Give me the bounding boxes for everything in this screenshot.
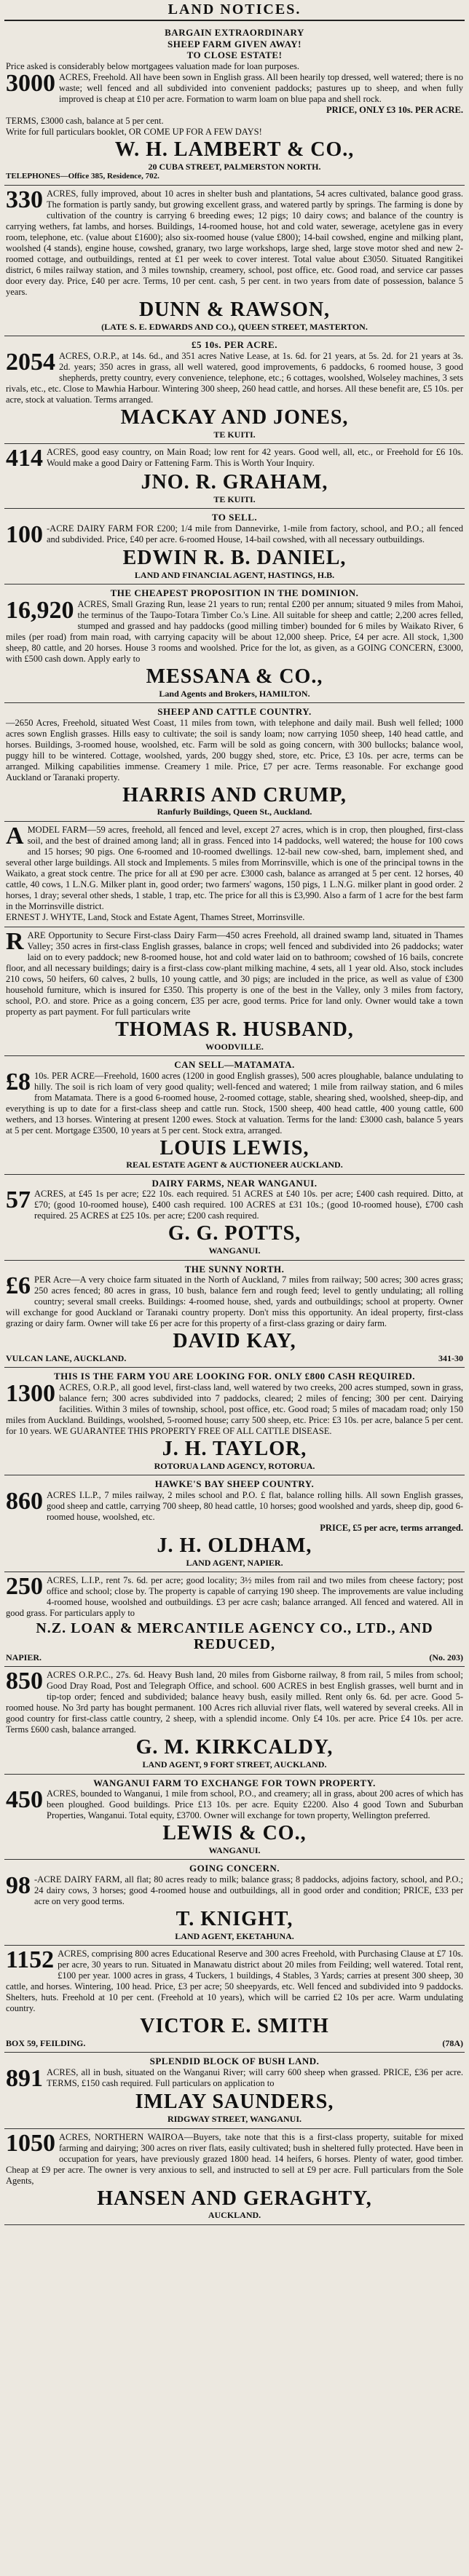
land-notice-ad xyxy=(4,703,465,822)
ad-advertiser: MACKAY AND JONES, xyxy=(120,405,349,429)
ad-address-row xyxy=(6,1931,463,1941)
ad-body-wrap xyxy=(6,1272,463,1329)
ad-body-text: ACRES O.R.P.C., 27s. 6d. Heavy Bush land, 20 miles from Gisborne railway, 8 from rail, 5 miles from school; Good Dray Road, Post and Telegraph Office, and school. 600 ACRES in best English grasses, well burnt and in tip-top order; fenced and subdivided; balance heavy bush, easily milled. Rent only 6s. 6d. per acre. Good 5-roomed house. No 3rd party has bought permanent. 100 Acres rich alluvial river flats, well watered by several creeks. All in good country for first-class cattle country, 2 sheep, with a splendid income. Only £4 10s. per acre. Price £4 10s. per acre. Terms £600 cash, balance arranged. xyxy=(6,1670,463,1735)
ad-address: REAL ESTATE AGENT & AUCTIONEER AUCKLAND. xyxy=(126,1160,343,1170)
ad-body-text: -ACRE DAIRY FARM FOR £200; 1/4 mile from Dannevirke, 1-mile from factory, school, and P.O.; all fenced and subdivided. Price, £40 per acre. 6-roomed House, 14-bail cowshed, with all necessary outbuildings. xyxy=(47,523,463,544)
land-notice-ad xyxy=(4,444,465,509)
ad-address-row xyxy=(6,1461,463,1471)
ad-body-text: ACRES, L.I.P., rent 7s. 6d. per acre; good locality; 3½ miles from rail and two miles from cheese factory; post office and school; close by. The property is capable of carrying 190 sheep. The improvements are value including 4-roomed house, woolshed and outbuildings. £3 per acre cash; balance arranged. All fenced and watered. All in good grass. For particulars apply to xyxy=(6,1574,463,1618)
ad-body-wrap xyxy=(6,69,463,105)
ad-caption: BARGAIN EXTRAORDINARY SHEEP FARM GIVEN AWAY! TO CLOSE ESTATE! xyxy=(165,27,304,61)
ad-address-row xyxy=(6,1353,463,1363)
ad-address: WOODVILLE. xyxy=(205,1041,264,1052)
ad-advertiser: DAVID KAY, xyxy=(173,1330,296,1353)
land-notice-ad xyxy=(4,1261,465,1368)
ad-caption: WANGANUI FARM TO EXCHANGE FOR TOWN PROPERTY. xyxy=(93,1777,376,1788)
land-notice-ad xyxy=(4,186,465,336)
ad-address-row xyxy=(6,1759,463,1769)
ad-reference: (No. 203) xyxy=(429,1652,463,1662)
ad-address: Ranfurly Buildings, Queen St., Auckland. xyxy=(157,807,312,817)
ad-caption: CAN SELL—MATAMATA. xyxy=(174,1059,295,1071)
ad-body-wrap xyxy=(6,927,463,1018)
ad-advertiser: G. G. POTTS, xyxy=(168,1222,302,1245)
ad-advertiser: IMLAY SAUNDERS, xyxy=(135,2090,334,2114)
ad-address: ROTORUA LAND AGENCY, ROTORUA. xyxy=(154,1460,315,1471)
ad-reference: (78A) xyxy=(442,2037,463,2048)
ad-address: WANGANUI. xyxy=(208,1245,261,1256)
ad-address: WANGANUI. xyxy=(208,1844,261,1855)
ad-preface: Price asked is considerably below mortgagees valuation made for loan purposes. xyxy=(6,60,300,71)
ad-advertiser: J. H. TAYLOR, xyxy=(162,1437,307,1460)
ad-lead-number: 891 xyxy=(6,2064,43,2092)
ad-body-wrap xyxy=(6,1946,463,2014)
land-notice-ad xyxy=(4,336,465,444)
ad-body-wrap xyxy=(6,822,463,912)
land-notice-ad xyxy=(4,927,465,1056)
ad-body-wrap xyxy=(6,1379,463,1437)
ad-address: (LATE S. E. EDWARDS AND CO.), QUEEN STREET, MASTERTON. xyxy=(101,321,368,332)
ad-body-text: ACRES, fully improved, about 10 acres in shelter bush and plantations, 54 acres cultivated, balance good grass. The formation is partly sandy, but growing excellent grass, and watered partly by springs. The farming is done by cultivation of the country is carrying 6 breeding ewes; 12 pigs; 10 dairy cows; and balance of the country is carrying wethers, fat lambs, and horses. Buildings, 14-roomed house, hot and cold water, sewerage, acetylene gas in every room, telephone, etc. (value about £1600); also six-roomed house (value £800); 14-bail cowshed, engine and milking plant, woolshed (4 stands), engine house, cowshed, granary, two large workshops, large shed, large stove motor shed and new 2-roomed cottage, and outbuildings, rented at £1 per week to cover interest. Total value about £3050. Situated Rangitikei district, 6 miles railway station, and 3 miles township, creamery, school, post office, etc. Good road, and service car passes door every day. Price, £40 per acre. Terms, 10 per cent. cash, 5 per cent. in two years from date of possession, balance 5 years. xyxy=(6,189,463,298)
ad-body-wrap xyxy=(6,2129,463,2187)
land-notice-ad xyxy=(4,1775,465,1860)
ad-body-text: ACRES, comprising 800 acres Educational Reserve and 300 acres Freehold, with Purchasing Clause at £7 10s. per acre, 30 years to run. Situated in Manawatu district about 20 miles from Feilding; well watered. Total rent, £100 per year. 1000 acres in grass, 4 Tuckers, 1 buildings, 4 Stables, 3 Yards; carries at present 300 sheep, 30 cattle, and horses. Wintering, 100 head. Price, £3 per acre; 50 sheepyards, etc. Well fenced and subdivided into 9 paddocks. Shelters, huts. Freehold at 10 per cent. (Freehold at 10 years), which will be carried £2 10s per acre. Warm undulating country. xyxy=(6,1949,463,2014)
ad-body-text: PER Acre—A very choice farm situated in the North of Auckland, 7 miles from railway; 500 acres; 300 acres grass; 250 acres fenced; 80 acres in grass, 10 bush, balance fern and rough feed; level to gently undulating; all rolling country; several small creeks. Buildings: 4-roomed house, shed, yards and outbuildings; school at property. Owner will exchange for good Auckland or Taranaki country property. Don't miss this opportunity. An ideal property, first-class grazing or dairy farm. Owner will take £6 per acre for this property of a first-class grazing or dairy farm. xyxy=(6,1275,463,1329)
ad-body-text: ACRES, O.R.P., all good level, first-class land, well watered by two creeks, 200 acres stumped, sown in grass, balance fern; 300 acres subdivided into 7 paddocks, cleared; 2 miles of fencing; 300 per cent. Dairying facilities. Within 3 miles of township, school, post office, etc. Good road; 5 miles of macadam road; only 150 miles from Auckland. Buildings, woolshed, 5-roomed house; carry 500 sheep, etc. Price: £3 10s. per acre, balance 5 per cent. for 10 years. WE GUARANTEE THIS PROPERTY FREE OF ALL CATTLE DISEASE. xyxy=(6,1382,463,1436)
ad-advertiser: HARRIS AND CRUMP, xyxy=(122,783,347,807)
ad-lead-number: 98 xyxy=(6,1871,31,1899)
ad-caption: THIS IS THE FARM YOU ARE LOOKING FOR. ONLY £800 CASH REQUIRED. xyxy=(53,1371,416,1382)
ad-lead-number: 450 xyxy=(6,1786,43,1814)
land-notice-ad xyxy=(4,2053,465,2128)
ad-address-row xyxy=(6,689,463,699)
ads-column xyxy=(4,24,465,2225)
ad-body-text: ACRES, O.R.P., at 14s. 6d., and 351 acres Native Lease, at 1s. 6d. for 21 years, at 5s. 2d. for 21 years at 3s. 2d. years; 350 acres in grass, all well watered, good improvements, 6 paddocks, 6 roomed house, 3 good shepherds, pretty country, every convenience, telephone, etc.; 6 cottages, woolshed, Wolseley machines, 3 sets rivals, etc., etc. Close to Mawhia Harbour. Wintering 300 sheep, 260 head cattle, and horses. All these benefit are, £5 10s. per acre, stock at valuation. Terms arranged. xyxy=(6,350,463,405)
ad-lead-number: 850 xyxy=(6,1668,43,1695)
ad-lead-number: 1152 xyxy=(6,1946,55,1974)
ad-body-wrap xyxy=(6,186,463,298)
ad-lead-number: A xyxy=(6,822,24,849)
ad-address-row xyxy=(6,429,463,440)
land-notice-ad xyxy=(4,1946,465,2053)
land-notice-ad xyxy=(4,1475,465,1572)
ad-price: PRICE, ONLY £3 10s. PER ACRE. xyxy=(326,104,463,115)
land-notice-ad xyxy=(4,1667,465,1774)
ad-advertiser: LOUIS LEWIS, xyxy=(159,1136,310,1160)
ad-advertiser: T. KNIGHT, xyxy=(176,1907,293,1930)
land-notice-ad xyxy=(4,822,465,927)
ad-body-wrap xyxy=(6,1186,463,1221)
ad-tail: ERNEST J. WHYTE, Land, Stock and Estate Agent, Thames Street, Morrinsville. xyxy=(6,911,305,922)
ad-address: RIDGWAY STREET, WANGANUI. xyxy=(167,2114,302,2125)
ad-body-text: ACRES, Small Grazing Run, lease 21 years to run; rental £200 per annum; situated 9 miles from Mahoi, the terminus of the Taupo-Totara Timber Co.'s Line. All suitable for sheep and cattle; 2,200 acres felled, stumped and grassed and hay paddocks (good milling timber) bounded for 6 miles by Waikato River, 6 miles (per road) from main road, with carrying capacity will be about 12,000 sheep. Price, £4 per acre. All stock, 1,300 sheep, 80 cattle, and 20 horses. House 3 rooms and woolshed. Price for the lot, as given, as a GOING CONCERN, £3000, with £500 cash down. Apply early to xyxy=(6,598,463,664)
ad-body-wrap xyxy=(6,348,463,405)
ad-address-row xyxy=(6,162,463,172)
ad-lead-number: 2054 xyxy=(6,348,55,376)
ad-body-text: ACRES, bounded to Wanganui, 1 mile from school, P.O., and creamery; all in grass, about 200 acres of which has been ploughed. Good buildings. Price £13 10s. per acre. Equity £2200. Also 4 good Town and Suburban Properties, Wanganui. Total equity, £3700. Owner will exchange for town property, Wellington preferred. xyxy=(47,1788,463,1821)
ad-advertiser: G. M. KIRKCALDY, xyxy=(135,1736,334,1759)
ad-reference: 341-30 xyxy=(438,1352,463,1363)
ad-address: LAND AND FINANCIAL AGENT, HASTINGS, H.B. xyxy=(134,569,335,580)
ad-lead-number: £8 xyxy=(6,1068,31,1095)
ad-caption: THE CHEAPEST PROPOSITION IN THE DOMINION. xyxy=(110,587,359,599)
land-notice-ad xyxy=(4,1175,465,1261)
land-notice-ad xyxy=(4,1056,465,1175)
ad-lead-number: 1300 xyxy=(6,1379,55,1407)
land-notice-ad xyxy=(4,509,465,584)
ad-lead-number: 414 xyxy=(6,445,43,472)
ad-address: BOX 59, FEILDING. xyxy=(6,2037,86,2048)
ad-advertiser: W. H. LAMBERT & CO., xyxy=(114,138,355,161)
ad-body-wrap xyxy=(6,520,463,548)
ad-address-row xyxy=(6,2038,463,2048)
land-notice-ad xyxy=(4,2129,465,2225)
ad-lead-number: 57 xyxy=(6,1186,31,1214)
ad-lead-number: 16,920 xyxy=(6,596,74,624)
ad-advertiser: JNO. R. GRAHAM, xyxy=(141,470,328,494)
ad-lead-number: 100 xyxy=(6,520,43,548)
ad-address-row xyxy=(6,1558,463,1568)
ad-body-text: —2650 Acres, Freehold, situated West Coast, 11 miles from town, with telephone and daily mail. Bush well felled; 1000 acres sown English grasses. Hills easy to cultivate; the soil is sandy loam; now carrying 1050 sheep, 140 head cattle, and horses. Buildings, 3-roomed house, woolshed, etc. Farm will be sold as going concern, with 300 bullocks; balance wool, puggy hill to be wintered. Cottage, woolshed, yards, 200 buggy shed, store, etc. Price, £3 10s. per acre, terms can be arranged. Milking capabilities immense. Creamery 1 mile. Price, £7 per acre. Terms reasonable. For exchange good Auckland or Taranaki property. xyxy=(6,717,463,782)
ad-caption: DAIRY FARMS, NEAR WANGANUI. xyxy=(151,1177,318,1189)
ad-address: AUCKLAND. xyxy=(208,2210,261,2221)
ad-address: LAND AGENT, 9 FORT STREET, AUCKLAND. xyxy=(142,1759,327,1770)
ad-address: VULCAN LANE, AUCKLAND. xyxy=(6,1352,127,1363)
ad-body-wrap xyxy=(6,596,463,665)
ad-body-text: ARE Opportunity to Secure First-class Dairy Farm—450 acres Freehold, all drained swamp land, situated in Thames Valley; 350 acres in first-class English grasses, balance in crops; well fenced and subdivided into 26 paddocks; water laid on to every paddock; new 8-roomed house, hot and cold water laid on to bathroom; cowshed of 16 bails, concrete floor, and all necessary buildings; dairy is a first-class cow-plant milking machine, 4 sets, all 1 year old. Also, stock includes 210 cows, 50 heifers, 60 calves, 2 bulls, 10 young cattle, and 30 pigs; are included in the price, as well as value of £300 household furniture, which is insured for £350. This property is one of the best in the Valley, only 3 miles from factory, school, P.O. and store. Price as a going concern, £35 per acre, good terms. Price for land only. Owner would take a town property as part payment. For full particulars write xyxy=(6,930,463,1017)
ad-body-text: ACRES I.L.P., 7 miles railway, 2 miles school and P.O. £ flat, balance rolling hills. All sown English grasses, good sheep and cattle, carrying 700 sheep, 80 head cattle, 10 horses; good woolshed and yards, sheep dip, good 6-roomed house, woolshed, etc. xyxy=(47,1489,463,1522)
ad-caption: THE SUNNY NORTH. xyxy=(184,1263,285,1275)
ad-address: LAND AGENT, EKETAHUNA. xyxy=(175,1930,294,1941)
ad-body-text: ACRES, good easy country, on Main Road; low rent for 42 years. Good well, all, etc., or Freehold for £6 10s. Would make a good Dairy or Fattening Farm. This is Worth Your Inquiry. xyxy=(47,447,463,469)
ad-caption: GOING CONCERN. xyxy=(189,1863,280,1874)
ad-body-text: 10s. PER ACRE—Freehold, 1600 acres (1200 in good English grasses), 500 acres ploughable, balance undulating to hilly. The soil is rich loam of very good quality; well-fenced and watered; 1 mile from railway station, and 6 miles from Matamata. There is a good 6-roomed house, 2-roomed cottage, stable, shearing shed, woolshed, sheep-dip, and everything is up to date for a first-class sheep and cattle run. Stock, 1500 sheep, 400 head cattle, 400 young cattle, 600 wethers, and 13 horses. Wintering at present 1200 ewes. Stock at valuation. Terms for the land: £3000 cash, balance 5 years at 5 per cent. Mortgage £3500, 10 years at 5 per cent. Stock extra, arranged. xyxy=(6,1070,463,1136)
ad-caption: SPLENDID BLOCK OF BUSH LAND. xyxy=(149,2056,320,2067)
ad-advertiser: EDWIN R. B. DANIEL, xyxy=(122,547,347,570)
ad-body-wrap xyxy=(6,1487,463,1523)
ad-caption: £5 10s. PER ACRE. xyxy=(192,339,277,351)
ad-body-wrap xyxy=(6,2064,463,2092)
ad-advertiser: J. H. OLDHAM, xyxy=(157,1534,312,1557)
ad-body-wrap xyxy=(6,1068,463,1136)
ad-address-row xyxy=(6,1042,463,1052)
land-notice-ad xyxy=(4,584,465,703)
ad-address-row xyxy=(6,2114,463,2124)
land-notice-ad xyxy=(4,1860,465,1946)
land-notice-ad xyxy=(4,1572,465,1667)
ad-address-row xyxy=(6,2210,463,2220)
ad-body-wrap xyxy=(6,1572,463,1619)
ad-address-row xyxy=(6,1160,463,1170)
ad-price: PRICE, £5 per acre, terms arranged. xyxy=(320,1522,463,1533)
ad-body-text: ACRES, at £45 1s per acre; £22 10s. each required. 51 ACRES at £40 10s. per acre; £400 cash required. Ditto, at £70; (good 10-roomed house), £400 cash required. 100 ACRES at £31 10s.; (good 10-roomed house), £700 cash required. 25 ACRES at £25 10s. per acre; £200 cash required. xyxy=(34,1189,463,1221)
ad-tail: TERMS, £3000 cash, balance at 5 per cent. Write for full particulars booklet, OR COME UP FOR A FEW DAYS! xyxy=(6,115,262,137)
ad-address: NAPIER. xyxy=(6,1652,42,1662)
ad-advertiser: HANSEN AND GERAGHTY, xyxy=(97,2187,372,2210)
ad-lead-number: 3000 xyxy=(6,69,55,97)
ad-advertiser: DUNN & RAWSON, xyxy=(138,298,331,322)
ad-body-text: ACRES, Freehold. All have been sown in English grass. All been hearily top dressed, well watered; there is no waste; well fenced and all subdivided into convenient paddocks; pastures up to sheep, and when fully improved is cheap at £10 per acre. Formation to warm loam on blue papa and shell rock. xyxy=(59,71,463,104)
ad-telephone: TELEPHONES—Office 385, Residence, 702. xyxy=(6,171,159,181)
ad-address: LAND AGENT, NAPIER. xyxy=(186,1557,283,1568)
ad-body-text: ACRES, NORTHERN WAIROA—Buyers, take note that this is a first-class property, suitable for mixed farming and dairying; 300 acres on river flats, easily cultivated; bush in sheltered fully protected. Have been in occupation for years, have previously grazed 1800 head. 14 heifers, 6 horses. Plenty of water, good timber. Cheap at £9 per acre. The owner is very anxious to sell, and instructed to sell at £9 per acre. Full particulars from the Sole Agents, xyxy=(6,2131,463,2186)
ad-address-row xyxy=(6,322,463,332)
land-notice-ad xyxy=(4,1368,465,1475)
ad-address-row xyxy=(6,1245,463,1256)
ad-lead-number: 250 xyxy=(6,1572,43,1600)
ad-lead-number: R xyxy=(6,927,24,955)
ad-body-text: MODEL FARM—59 acres, freehold, all fenced and level, except 27 acres, which is in crop, then ploughed, first-class soil, and the best of drained among land; all in grass. Fenced into 14 paddocks, well watered; the house for 100 cows and 15 horses; 90 pigs. One 6-roomed and 10-roomed dwellings. 12-bail new cow-shed, barn, implement shed, and several other large buildings. All stock and Implements. 5 miles from Morrinsville, which is one of the principal towns in the Waikato, a great stock centre. The price for all at £90 per acre. £3000 cash, balance as arranged at 5 per cent. 12 horses, 40 cattle, 40 cows, 1 L.N.G. Milker plant in, good order; two farmers' wagons, 150 pigs, 1 L.N.G. milker plant in good order. 2 horses, 1 dray; several other sheds, 1 stable, 1 trap, etc. The price for all this is £3,990. Also a farm of 1 acre for the best farm in the Morrinsville district. xyxy=(6,824,463,911)
ad-address-row xyxy=(6,807,463,817)
ad-caption: HAWKE'S BAY SHEEP COUNTRY. xyxy=(154,1478,315,1490)
ad-address-row xyxy=(6,494,463,504)
ad-body-text: -ACRE DAIRY FARM, all flat; 80 acres ready to milk; balance grass; 8 paddocks, adjoins factory, school, and P.O.; 24 dairy cows, 3 horses; good 4-roomed house and outbuildings, all in good order and condition; PRICE, £33 per acre on very good terms. xyxy=(34,1874,463,1906)
ad-advertiser: MESSANA & CO., xyxy=(146,665,323,688)
ad-address: TE KUITI. xyxy=(213,429,256,440)
ad-address: TE KUITI. xyxy=(213,494,256,504)
page-title: LAND NOTICES. xyxy=(4,0,465,21)
ad-body-wrap xyxy=(6,1871,463,1907)
ad-body-wrap xyxy=(6,445,463,472)
ad-advertiser: THOMAS R. HUSBAND, xyxy=(115,1018,354,1041)
ad-body-wrap xyxy=(6,1670,463,1735)
ad-lead-number: £6 xyxy=(6,1272,31,1300)
ad-address: Land Agents and Brokers, HAMILTON. xyxy=(159,688,310,699)
ad-advertiser: LEWIS & CO., xyxy=(162,1822,307,1845)
ad-body-text: ACRES, all in bush, situated on the Wanganui River; will carry 600 sheep when grassed. PRICE, £36 per acre. TERMS, £150 cash required. Full particulars on application to xyxy=(47,2066,463,2088)
ad-address-row xyxy=(6,570,463,580)
ad-body-wrap xyxy=(6,718,463,783)
ad-lead-number: 330 xyxy=(6,186,43,214)
ad-advertiser: N.Z. LOAN & MERCANTILE AGENCY CO., LTD., AND REDUCED, xyxy=(36,1620,433,1652)
ad-lead-number: 1050 xyxy=(6,2129,55,2157)
ad-address-row xyxy=(6,1652,463,1662)
ad-lead-number: 860 xyxy=(6,1487,43,1515)
ad-address-row xyxy=(6,1845,463,1855)
ad-advertiser: VICTOR E. SMITH xyxy=(140,2015,329,2038)
ad-caption: TO SELL. xyxy=(211,511,258,523)
land-notice-ad xyxy=(4,24,465,186)
ad-address: 20 CUBA STREET, PALMERSTON NORTH. xyxy=(148,161,321,172)
ad-body-wrap xyxy=(6,1788,463,1821)
ad-caption: SHEEP AND CATTLE COUNTRY. xyxy=(157,706,312,718)
